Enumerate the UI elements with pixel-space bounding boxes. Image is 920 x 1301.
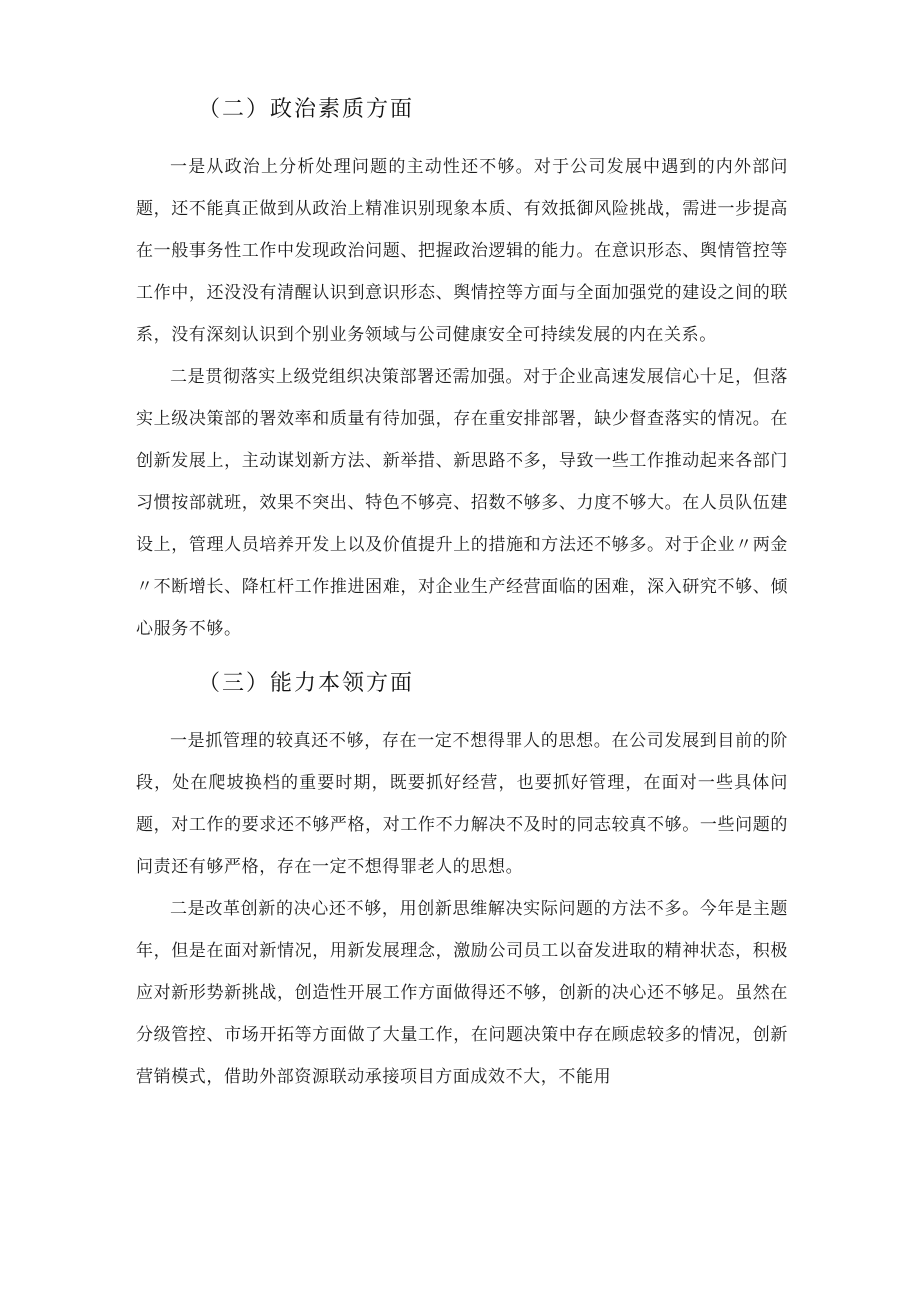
- paragraph: 一是从政治上分析处理问题的主动性还不够。对于公司发展中遇到的内外部问题，还不能真正做到从政治上精准识别现象本质、有效抵御风险挑战，需进一步提高在一般事务性工作中发现政治问题、把握政治逻辑的能力。在意识形态、舆情管控等工作中，还没没有清醒认识到意识形态、舆情控等方面与全面加强党的建设之间的联系，没有深刻认识到个别业务领域与公司健康安全可持续发展的内在关系。: [136, 157, 788, 345]
- paragraph: 一是抓管理的较真还不够，存在一定不想得罪人的思想。在公司发展到目前的阶段，处在爬坡换档的重要时期，既要抓好经营，也要抓好管理，在面对一些具体问题，对工作的要求还不够严格，对工作不力解决不及时的同志较真不够。一些问题的问责还有够严格，存在一定不想得罪老人的思想。: [136, 731, 788, 877]
- document-page: [136, 88, 788, 1098]
- section-heading-political-quality: （二）政治素质方面: [198, 97, 415, 122]
- paragraph: 二是改革创新的决心还不够，用创新思维解决实际问题的方法不多。今年是主题年，但是在面对新情况，用新发展理念，激励公司员工以奋发进取的精神状态，积极应对新形势新挑战，创造性开展工作方面做得还不够，创新的决心还不够足。虽然在分级管控、市场开拓等方面做了大量工作，在问题决策中存在顾虑较多的情况，创新营销模式，借助外部资源联动承接项目方面成效不大，不能用: [136, 899, 788, 1087]
- section-heading-ability: （三）能力本领方面: [198, 671, 415, 696]
- paragraph: 二是贯彻落实上级党组织决策部署还需加强。对于企业高速发展信心十足，但落实上级决策部的署效率和质量有待加强，存在重安排部署，缺少督查落实的情况。在创新发展上，主动谋划新方法、新举措、新思路不多，导致一些工作推动起来各部门习惯按部就班，效果不突出、特色不够亮、招数不够多、力度不够大。在人员队伍建设上，管理人员培养开发上以及价值提升上的措施和方法还不够多。对于企业〃两金〃不断增长、降杠杆工作推进困难，对企业生产经营面临的困难，深入研究不够、倾心服务不够。: [136, 367, 788, 639]
